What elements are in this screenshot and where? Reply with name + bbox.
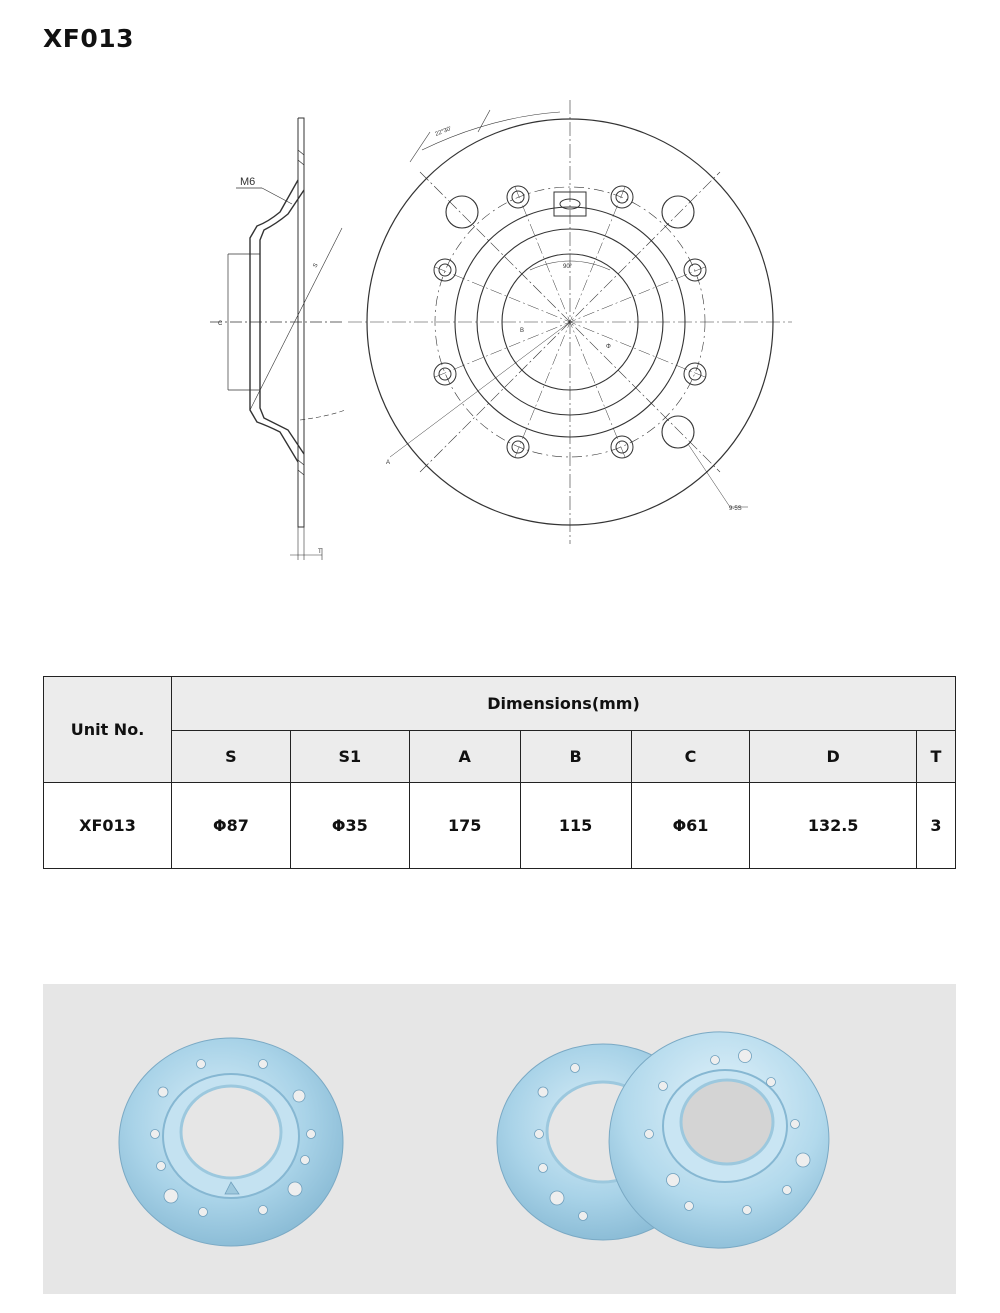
dimensions-header: Dimensions(mm) <box>172 677 956 731</box>
b-dimension-label: B <box>520 328 525 334</box>
cell-s1: Φ35 <box>290 783 409 869</box>
product-photo-panel <box>43 984 956 1294</box>
thread-label: M6 <box>240 176 256 188</box>
s-dimension-label: S <box>312 262 320 269</box>
cell-t: 3 <box>916 783 955 869</box>
cell-b: 115 <box>520 783 631 869</box>
cell-d: 132.5 <box>750 783 916 869</box>
diameter-label: Φ <box>606 344 611 350</box>
technical-drawing <box>0 0 1000 600</box>
cell-s: Φ87 <box>172 783 291 869</box>
table-row <box>44 783 956 869</box>
hole-callout-label: 9-5S <box>729 506 742 512</box>
c-dimension-label: C <box>218 321 223 327</box>
flange-photo-right-pair <box>497 1011 849 1268</box>
column-header-a: A <box>409 731 520 783</box>
column-header-s1: S1 <box>290 731 409 783</box>
column-header-s: S <box>172 731 291 783</box>
t-dimension-label: T <box>318 549 322 555</box>
angle-center-label: 90° <box>563 264 573 270</box>
column-header-d: D <box>750 731 916 783</box>
column-header-t: T <box>916 731 955 783</box>
dimensions-table <box>43 676 956 869</box>
page-title: XF013 <box>43 24 135 53</box>
a-dimension-label: A <box>386 460 391 466</box>
side-profile-view <box>210 118 345 560</box>
cell-c: Φ61 <box>631 783 750 869</box>
cell-a: 175 <box>409 783 520 869</box>
cell-unit: XF013 <box>44 783 172 869</box>
angle-top-label: 22°30' <box>434 125 453 138</box>
unit-no-header: Unit No. <box>44 677 172 783</box>
column-header-c: C <box>631 731 750 783</box>
column-header-b: B <box>520 731 631 783</box>
front-view <box>348 100 792 544</box>
flange-photo-left <box>119 1038 343 1246</box>
product-photo <box>43 984 956 1294</box>
